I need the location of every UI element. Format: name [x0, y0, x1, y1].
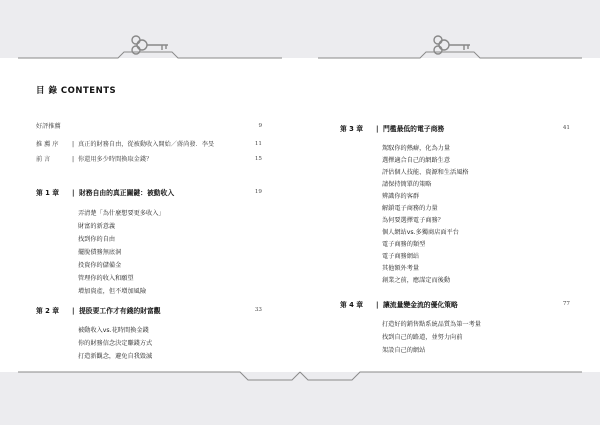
separator: |: [72, 141, 75, 148]
separator: |: [72, 189, 75, 197]
chapter-3-item: 請保持簡單的策略: [382, 181, 432, 188]
chapter-3-item: 電子商務的類型: [382, 241, 426, 248]
chapter-2-item: 被動收入vs.花時間換金錢: [78, 327, 149, 334]
separator: |: [376, 125, 379, 133]
toc-heading: 目 錄 CONTENTS: [36, 86, 117, 96]
chapter-1-item: 增加資產，但不增加風險: [78, 288, 147, 295]
chapter-3-item: 其他額外考量: [382, 265, 420, 272]
chapter-number: 第 2 章: [36, 307, 60, 315]
chapter-title: 提股要工作才有錢的財富觀: [79, 307, 161, 315]
page-number: 15: [254, 156, 262, 162]
chapter-3-item: 選擇適合自己的網路生意: [382, 157, 451, 164]
separator: |: [72, 307, 75, 315]
chapter-2-item: 打造新觀念，避免自我毀滅: [78, 353, 153, 360]
chapter-3-item: 辨識你的客群: [382, 193, 420, 200]
chapter-number: 第 4 章: [340, 301, 364, 309]
front-entry-label: 好評推薦: [36, 123, 61, 130]
chapter-number: 第 1 章: [36, 189, 60, 197]
page-number: 19: [254, 189, 262, 195]
page-number: 41: [562, 125, 570, 131]
page-number: 9: [258, 123, 262, 129]
chapter-title: 讓流量變金流的優化策略: [383, 301, 458, 309]
chapter-1-item: 管理你的收入和願望: [78, 275, 134, 282]
chapter-title: 財務自由的真正關鍵：被動收入: [79, 189, 175, 197]
separator: |: [72, 156, 75, 163]
chapter-3-item: 評估個人技能、資源和生活風格: [382, 169, 469, 176]
page-number: 33: [254, 307, 262, 313]
chapter-4-item: 打造好的銷售點系統品質為第一考量: [382, 321, 481, 328]
chapter-3-item: 解鎖電子商務的力量: [382, 205, 438, 212]
chapter-3-item: 個人網站vs.多獨商店面平台: [382, 229, 459, 236]
front-entry-title: 你還用多少時間換取金錢？: [78, 156, 153, 163]
chapter-1-item: 財富的新意義: [78, 223, 116, 230]
chapter-3-item: 創業之前，應謀定而後動: [382, 277, 451, 284]
chapter-3-item: 駕馭你的熱癖，化為力量: [382, 145, 451, 152]
top-ornament-band: [0, 0, 600, 70]
page-number: 11: [254, 141, 262, 147]
chapter-4-item: 找到自己的路道，並努力向前: [382, 334, 463, 341]
chapter-1-item: 投資你的儲備金: [78, 262, 122, 269]
bottom-ornament-band: [0, 358, 600, 425]
chapter-3-item: 為何要選擇電子商務？: [382, 217, 444, 224]
separator: |: [376, 301, 379, 309]
chapter-1-item: 擺脫債務無底洞: [78, 249, 122, 256]
chapter-1-item: 找到你的自由: [78, 236, 116, 243]
chapter-4-item: 架設自己的網站: [382, 347, 426, 354]
chapter-number: 第 3 章: [340, 125, 364, 133]
chapter-2-item: 你的財務信念決定賺錢方式: [78, 340, 153, 347]
front-entry-label: 推 薦 序: [36, 141, 59, 148]
front-entry-title: 真正的財務自由，從被動收入開始／蔣尚發．李旻: [78, 141, 215, 148]
chapter-3-item: 電子商務網站: [382, 253, 420, 260]
front-entry-label: 前 言: [36, 156, 51, 163]
chapter-title: 門檻最低的電子商務: [383, 125, 445, 133]
chapter-1-item: 弄清楚「為什麼想要更多收入」: [78, 210, 165, 217]
page-number: 77: [562, 301, 570, 307]
